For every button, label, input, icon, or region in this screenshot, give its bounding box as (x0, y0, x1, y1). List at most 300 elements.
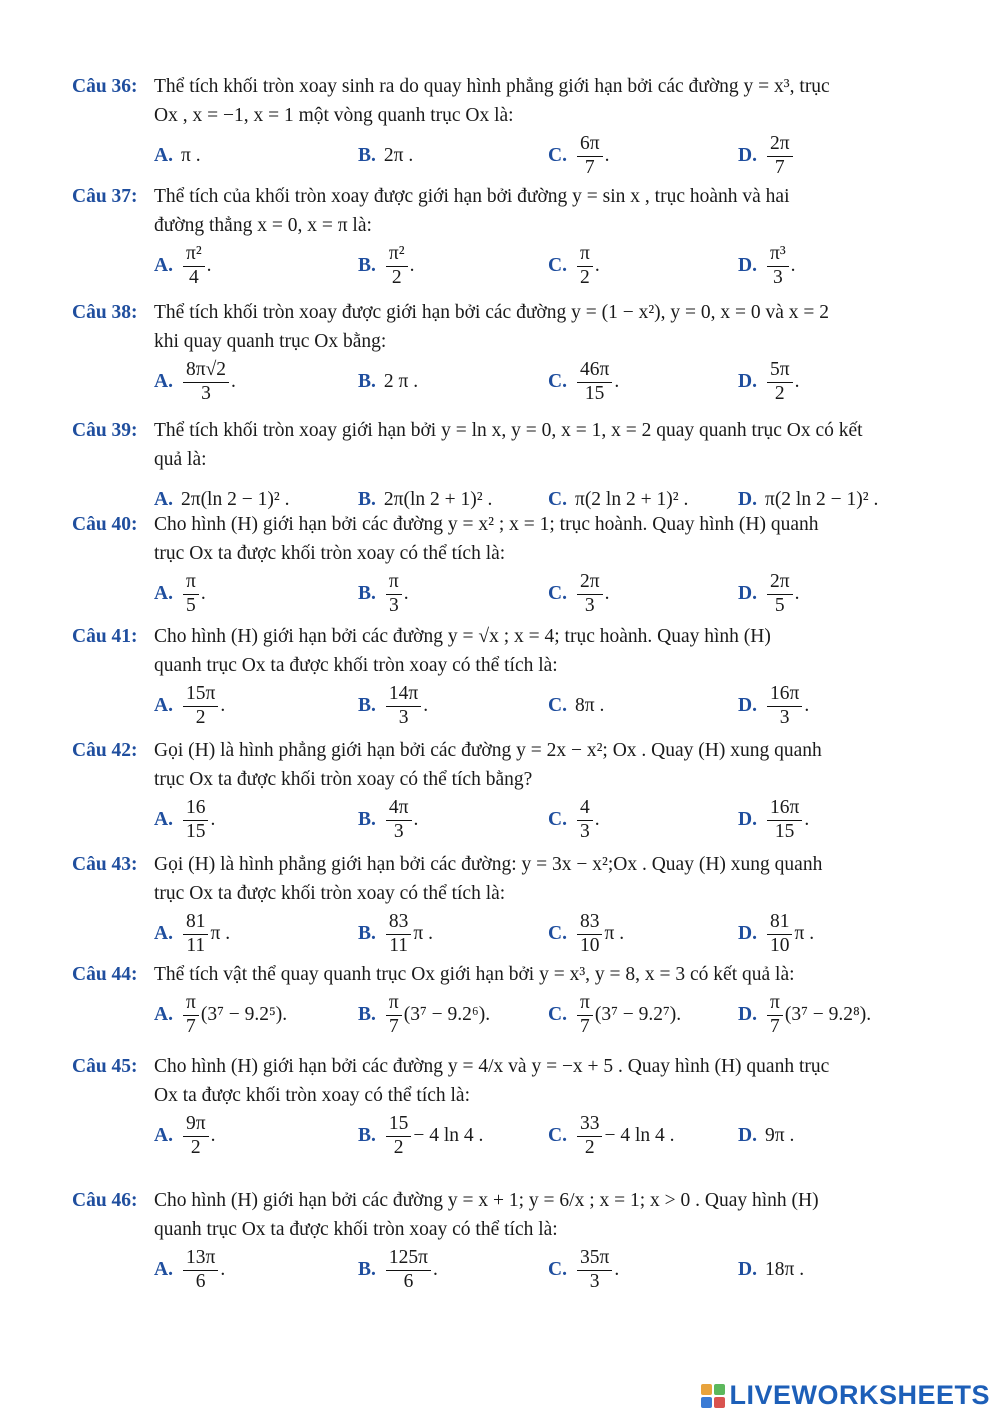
answer-option-d[interactable] (738, 570, 799, 618)
answer-option-c[interactable] (548, 570, 609, 618)
answer-option-d[interactable] (738, 682, 809, 730)
answer-option-a[interactable] (154, 1112, 215, 1160)
answer-option-b[interactable] (358, 132, 413, 180)
answer-option-a[interactable] (154, 570, 206, 618)
question-line: Gọi (H) là hình phẳng giới hạn bởi các đường y = 2x − x²; Ox . Quay (H) xung quanh (154, 740, 822, 761)
option-letter: A. (154, 1004, 173, 1025)
option-letter: D. (738, 371, 757, 392)
fraction (386, 684, 421, 728)
answer-option-b[interactable] (358, 991, 490, 1039)
fraction (577, 360, 612, 404)
denominator: 3 (772, 266, 783, 288)
fraction (577, 134, 603, 178)
answer-option-c[interactable] (548, 1112, 675, 1160)
answer-option-d[interactable] (738, 1246, 804, 1294)
option-letter: C. (548, 583, 567, 604)
option-letter: D. (738, 583, 757, 604)
option-letter: A. (154, 1259, 173, 1280)
option-suffix: . (210, 1125, 216, 1146)
option-suffix: . (794, 583, 800, 604)
numerator: π (183, 993, 199, 1015)
question-line: Cho hình (H) giới hạn bởi các đường y = 4/x và y = −x + 5 . Quay hình (H) quanh trục (154, 1056, 830, 1077)
option-suffix: . (604, 583, 610, 604)
options-row (72, 1112, 932, 1160)
denominator: 2 (195, 706, 206, 728)
option-letter: A. (154, 1125, 173, 1146)
numerator: π (386, 572, 402, 594)
answer-option-c[interactable] (548, 991, 681, 1039)
options-row (72, 132, 932, 180)
option-letter: D. (738, 1125, 757, 1146)
denominator: 6 (403, 1270, 414, 1292)
option-letter: B. (358, 371, 376, 392)
option-expression: 18π . (764, 1259, 805, 1280)
fraction (767, 798, 802, 842)
option-letter: A. (154, 809, 173, 830)
numerator: 15 (386, 1114, 412, 1136)
question-number: Câu 40: (72, 514, 138, 535)
option-suffix: . (594, 255, 600, 276)
numerator: 16 (183, 798, 209, 820)
question-line: Cho hình (H) giới hạn bởi các đường y = x² ; x = 1; trục hoành. Quay hình (H) quanh (154, 514, 819, 535)
option-letter: B. (358, 1004, 376, 1025)
question-head (72, 960, 932, 989)
option-suffix: . (231, 371, 236, 392)
answer-option-a[interactable] (154, 358, 236, 406)
question-text (154, 960, 932, 989)
question-text (154, 1052, 932, 1110)
option-suffix: . (423, 695, 429, 716)
denominator: 3 (584, 594, 595, 616)
fraction (577, 993, 593, 1037)
option-letter: D. (738, 489, 757, 510)
option-expression: 2π(ln 2 − 1)² . (180, 489, 290, 510)
logo-square (701, 1397, 712, 1408)
question-line: Thể tích của khối tròn xoay được giới hạn bởi đường y = sin x , trục hoành và hai (154, 186, 790, 207)
numerator: 35π (577, 1248, 612, 1270)
question-text (154, 850, 932, 908)
option-suffix: π . (794, 923, 815, 944)
logo-square (714, 1384, 725, 1395)
question-line: Thể tích vật thể quay quanh trục Ox giới hạn bởi y = x³, y = 8, x = 3 có kết quả là: (154, 964, 795, 985)
answer-option-b[interactable] (358, 910, 433, 958)
denominator: 7 (186, 1015, 196, 1037)
fraction (386, 1248, 431, 1292)
answer-option-a[interactable] (154, 132, 201, 180)
question-text (154, 416, 932, 474)
answer-option-d[interactable] (738, 132, 795, 180)
answer-option-c[interactable] (548, 1246, 619, 1294)
option-letter: B. (358, 255, 376, 276)
option-suffix: π . (413, 923, 433, 944)
denominator: 7 (388, 1015, 399, 1037)
option-expression: 2 π . (383, 371, 419, 392)
options-row (72, 991, 932, 1039)
answer-option-a[interactable] (154, 1246, 225, 1294)
options-row (72, 358, 932, 406)
fraction (183, 1248, 218, 1292)
option-suffix: . (594, 809, 600, 830)
fraction (183, 572, 199, 616)
option-letter: C. (548, 1259, 567, 1280)
answer-option-d[interactable] (738, 991, 871, 1039)
option-letter: B. (358, 1259, 376, 1280)
fraction (386, 572, 402, 616)
option-suffix: . (614, 1259, 620, 1280)
numerator: π (386, 993, 402, 1015)
option-letter: C. (548, 923, 567, 944)
answer-option-c[interactable] (548, 682, 604, 730)
logo-square (701, 1384, 712, 1395)
answer-option-c[interactable] (548, 910, 624, 958)
option-suffix: (3⁷ − 9.2⁸). (784, 1004, 872, 1025)
denominator: 3 (589, 1270, 600, 1292)
option-expression: π(2 ln 2 + 1)² . (574, 489, 689, 510)
fraction (183, 798, 209, 842)
question-head (72, 850, 932, 908)
option-letter: A. (154, 923, 173, 944)
option-letter: C. (548, 809, 567, 830)
fraction (386, 1114, 412, 1158)
question-line: Cho hình (H) giới hạn bởi các đường y = √x ; x = 4; trục hoành. Quay hình (H) (154, 626, 771, 647)
option-expression: 9π . (764, 1125, 795, 1146)
denominator: 2 (393, 1136, 404, 1158)
option-letter: D. (738, 695, 757, 716)
option-letter: C. (548, 371, 567, 392)
question-head (72, 182, 932, 240)
denominator: 11 (389, 934, 409, 956)
denominator: 3 (398, 706, 409, 728)
numerator: 81 (767, 912, 793, 934)
question-36 (72, 72, 932, 180)
fraction (386, 244, 408, 288)
question-number: Câu 42: (72, 740, 138, 761)
question-38 (72, 298, 932, 406)
fraction (183, 244, 205, 288)
denominator: 3 (779, 706, 790, 728)
option-letter: C. (548, 1004, 567, 1025)
question-line: khi quay quanh trục Ox bằng: (154, 331, 387, 352)
denominator: 2 (774, 382, 785, 404)
question-45 (72, 1052, 932, 1160)
option-letter: D. (738, 809, 757, 830)
numerator: π (577, 993, 593, 1015)
answer-option-b[interactable] (358, 1112, 483, 1160)
option-suffix: . (433, 1259, 438, 1280)
question-head (72, 510, 932, 568)
question-head (72, 298, 932, 356)
answer-option-b[interactable] (358, 682, 428, 730)
question-line: quanh trục Ox ta được khối tròn xoay có thể tích là: (154, 1219, 558, 1240)
question-head (72, 1186, 932, 1244)
answer-option-b[interactable] (358, 358, 418, 406)
logo-icon (701, 1384, 725, 1408)
question-number: Câu 46: (72, 1190, 138, 1211)
question-37 (72, 182, 932, 290)
question-line: trục Ox ta được khối tròn xoay có thể tích bằng? (154, 769, 533, 790)
option-suffix: . (409, 255, 415, 276)
question-text (154, 622, 932, 680)
logo-square (714, 1397, 725, 1408)
answer-option-d[interactable] (738, 358, 799, 406)
numerator: 13π (183, 1248, 218, 1270)
question-line: Ox , x = −1, x = 1 một vòng quanh trục Ox là: (154, 105, 514, 126)
option-letter: D. (738, 923, 757, 944)
numerator: π (183, 572, 199, 594)
question-line: Thể tích khối tròn xoay sinh ra do quay hình phẳng giới hạn bởi các đường y = x³, trục (154, 76, 830, 97)
denominator: 7 (584, 156, 595, 178)
option-letter: A. (154, 255, 173, 276)
option-letter: D. (738, 1259, 757, 1280)
question-text (154, 298, 932, 356)
question-line: quả là: (154, 449, 207, 470)
fraction (767, 134, 793, 178)
option-suffix: − 4 ln 4 . (413, 1125, 484, 1146)
denominator: 3 (579, 820, 590, 842)
option-suffix: . (403, 583, 409, 604)
option-suffix: (3⁷ − 9.2⁵). (200, 1004, 288, 1025)
fraction (767, 360, 793, 404)
option-letter: C. (548, 145, 567, 166)
numerator: 16π (767, 798, 802, 820)
question-number: Câu 45: (72, 1056, 138, 1077)
option-suffix: . (804, 809, 810, 830)
question-number: Câu 36: (72, 76, 138, 97)
question-line: đường thẳng x = 0, x = π là: (154, 215, 372, 236)
numerator: π² (183, 244, 205, 266)
option-suffix: . (220, 695, 226, 716)
option-letter: C. (548, 1125, 567, 1146)
option-suffix: . (604, 145, 610, 166)
numerator: 33 (577, 1114, 603, 1136)
numerator: 2π (767, 134, 793, 156)
question-42 (72, 736, 932, 844)
question-number: Câu 39: (72, 420, 138, 441)
numerator: 9π (183, 1114, 209, 1136)
option-letter: D. (738, 1004, 757, 1025)
numerator: 15π (183, 684, 218, 706)
options-row (72, 1246, 932, 1294)
fraction (386, 912, 412, 956)
question-line: quanh trục Ox ta được khối tròn xoay có thể tích là: (154, 655, 558, 676)
question-head (72, 736, 932, 794)
options-row (72, 682, 932, 730)
fraction (183, 360, 229, 404)
option-expression: π . (180, 145, 201, 166)
denominator: 7 (774, 156, 785, 178)
question-number: Câu 38: (72, 302, 138, 323)
question-text (154, 736, 932, 794)
question-text (154, 510, 932, 568)
question-39 (72, 416, 932, 524)
question-line: trục Ox ta được khối tròn xoay có thể tích là: (154, 543, 506, 564)
fraction (767, 684, 802, 728)
option-letter: B. (358, 583, 376, 604)
denominator: 3 (201, 382, 211, 404)
answer-option-a[interactable] (154, 991, 287, 1039)
logo-text: LIVEWORKSHEETS (729, 1380, 990, 1410)
numerator: π (577, 244, 593, 266)
answer-option-d[interactable] (738, 796, 809, 844)
option-suffix: . (794, 371, 800, 392)
fraction (183, 993, 199, 1037)
fraction (767, 912, 793, 956)
denominator: 7 (580, 1015, 590, 1037)
question-line: Thể tích khối tròn xoay giới hạn bởi y = ln x, y = 0, x = 1, x = 2 quay quanh trục Ox có kết (154, 420, 863, 441)
numerator: 83 (577, 912, 603, 934)
option-letter: D. (738, 145, 757, 166)
fraction (577, 244, 593, 288)
fraction (577, 572, 603, 616)
fraction (386, 993, 402, 1037)
option-letter: A. (154, 695, 173, 716)
fraction (577, 1248, 612, 1292)
answer-option-a[interactable] (154, 242, 212, 290)
fraction (767, 572, 793, 616)
answer-option-c[interactable] (548, 796, 600, 844)
answer-option-b[interactable] (358, 242, 414, 290)
denominator: 7 (770, 1015, 780, 1037)
answer-option-b[interactable] (358, 1246, 438, 1294)
question-number: Câu 37: (72, 186, 138, 207)
option-suffix: . (804, 695, 810, 716)
numerator: 4π (386, 798, 412, 820)
answer-option-c[interactable] (548, 132, 609, 180)
denominator: 3 (393, 820, 404, 842)
numerator: π³ (767, 244, 789, 266)
option-suffix: . (413, 809, 419, 830)
fraction (183, 1114, 209, 1158)
denominator: 11 (186, 934, 206, 956)
numerator: 16π (767, 684, 802, 706)
fraction (183, 684, 218, 728)
question-number: Câu 41: (72, 626, 138, 647)
denominator: 2 (580, 266, 590, 288)
question-40 (72, 510, 932, 618)
denominator: 10 (579, 934, 600, 956)
question-number: Câu 43: (72, 854, 138, 875)
denominator: 15 (185, 820, 206, 842)
answer-option-a[interactable] (154, 910, 230, 958)
denominator: 4 (188, 266, 199, 288)
option-suffix: (3⁷ − 9.2⁷). (594, 1004, 682, 1025)
liveworksheets-logo (701, 1380, 990, 1411)
answer-option-c[interactable] (548, 358, 619, 406)
answer-option-a[interactable] (154, 796, 215, 844)
denominator: 5 (186, 594, 196, 616)
options-row (72, 910, 932, 958)
answer-option-d[interactable] (738, 242, 796, 290)
fraction (386, 798, 412, 842)
numerator: 5π (767, 360, 793, 382)
answer-option-a[interactable] (154, 682, 225, 730)
question-46 (72, 1186, 932, 1294)
numerator: π² (386, 244, 408, 266)
fraction (577, 798, 593, 842)
answer-option-c[interactable] (548, 242, 600, 290)
option-letter: B. (358, 489, 376, 510)
denominator: 15 (584, 382, 605, 404)
option-suffix: . (614, 371, 620, 392)
question-41 (72, 622, 932, 730)
question-line: trục Ox ta được khối tròn xoay có thể tích là: (154, 883, 506, 904)
numerator: 83 (386, 912, 412, 934)
option-suffix: . (790, 255, 796, 276)
option-letter: B. (358, 809, 376, 830)
denominator: 5 (774, 594, 785, 616)
numerator: 14π (386, 684, 421, 706)
option-suffix: . (220, 1259, 226, 1280)
option-suffix: π . (210, 923, 231, 944)
option-suffix: π . (604, 923, 625, 944)
option-letter: B. (358, 923, 376, 944)
question-43 (72, 850, 932, 958)
option-expression: 8π . (574, 695, 605, 716)
question-head (72, 72, 932, 130)
question-line: Cho hình (H) giới hạn bởi các đường y = x + 1; y = 6/x ; x = 1; x > 0 . Quay hình (H) (154, 1190, 819, 1211)
options-row (72, 242, 932, 290)
numerator: 2π (577, 572, 603, 594)
option-letter: C. (548, 695, 567, 716)
question-head (72, 622, 932, 680)
numerator: π (767, 993, 783, 1015)
option-expression: 2π . (383, 145, 414, 166)
option-letter: C. (548, 255, 567, 276)
question-line: Gọi (H) là hình phẳng giới hạn bởi các đường: y = 3x − x²;Ox . Quay (H) xung quanh (154, 854, 823, 875)
fraction (577, 1114, 603, 1158)
option-suffix: (3⁷ − 9.2⁶). (403, 1004, 491, 1025)
fraction (577, 912, 603, 956)
option-expression: 2π(ln 2 + 1)² . (383, 489, 493, 510)
denominator: 15 (774, 820, 795, 842)
numerator: 125π (386, 1248, 431, 1270)
question-text (154, 72, 932, 130)
option-letter: B. (358, 145, 376, 166)
question-head (72, 416, 932, 474)
numerator: 8π√2 (183, 360, 229, 382)
option-expression: π(2 ln 2 − 1)² . (764, 489, 879, 510)
question-44 (72, 960, 932, 1039)
denominator: 10 (769, 934, 790, 956)
denominator: 6 (195, 1270, 206, 1292)
options-row (72, 796, 932, 844)
denominator: 2 (190, 1136, 201, 1158)
question-text (154, 182, 932, 240)
option-letter: A. (154, 583, 173, 604)
options-row (72, 570, 932, 618)
numerator: 4 (577, 798, 593, 820)
fraction (183, 912, 209, 956)
answer-option-d[interactable] (738, 1112, 794, 1160)
numerator: 46π (577, 360, 612, 382)
question-text (154, 1186, 932, 1244)
option-letter: B. (358, 1125, 376, 1146)
answer-option-b[interactable] (358, 570, 409, 618)
option-letter: A. (154, 371, 173, 392)
numerator: 81 (183, 912, 209, 934)
option-letter: B. (358, 695, 376, 716)
option-letter: A. (154, 489, 173, 510)
answer-option-d[interactable] (738, 910, 814, 958)
option-suffix: − 4 ln 4 . (604, 1125, 675, 1146)
option-suffix: . (210, 809, 216, 830)
denominator: 3 (388, 594, 399, 616)
question-number: Câu 44: (72, 964, 138, 985)
option-suffix: . (200, 583, 206, 604)
denominator: 2 (584, 1136, 595, 1158)
question-head (72, 1052, 932, 1110)
answer-option-b[interactable] (358, 796, 418, 844)
